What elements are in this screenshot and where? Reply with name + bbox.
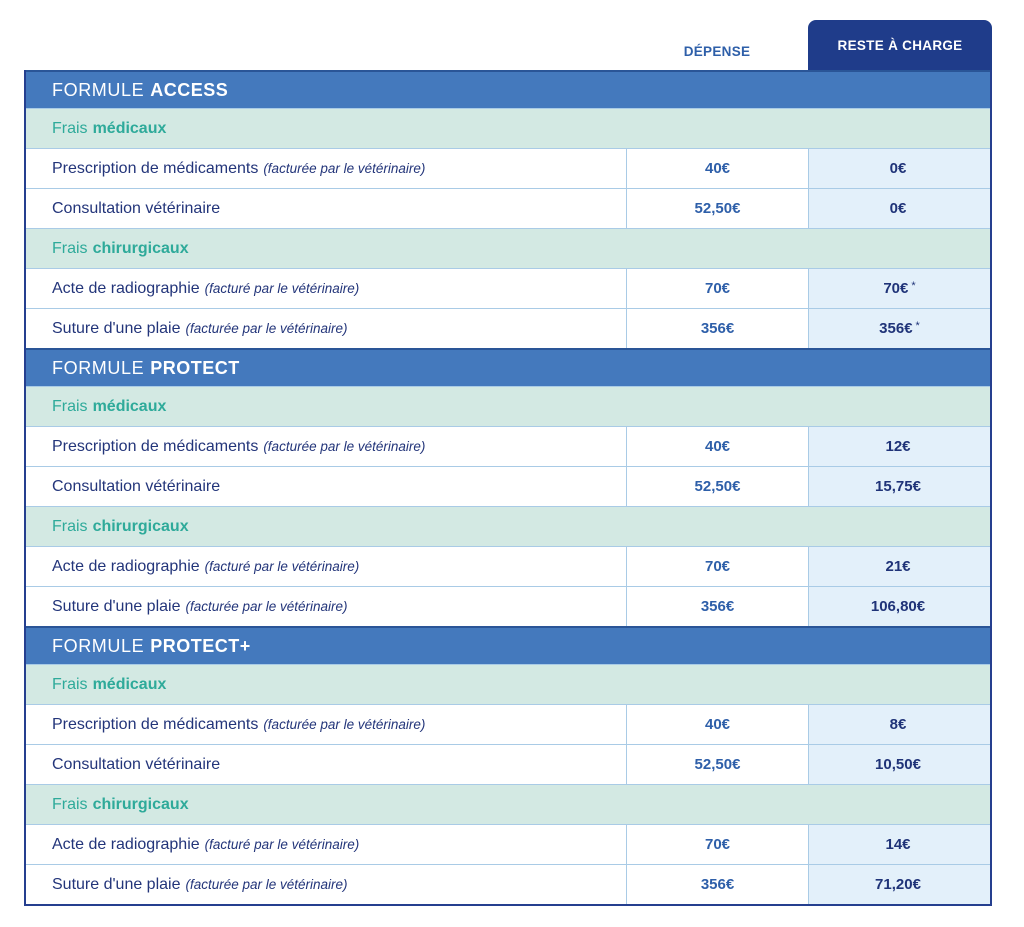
- frais-category: [26, 784, 990, 824]
- row-label-cell: [26, 269, 627, 308]
- row-label-cell: [26, 467, 627, 506]
- formule-header: [26, 70, 990, 108]
- row-label-cell: [26, 865, 627, 904]
- formule-name: ACCESS: [150, 79, 229, 100]
- row-note: (facturée par le vétérinaire): [185, 599, 348, 614]
- table-row: [26, 466, 990, 506]
- column-header-reste-a-charge: RESTE À CHARGE: [808, 20, 992, 70]
- depense-value: 70€: [627, 269, 809, 308]
- frais-prefix: Frais: [52, 239, 88, 257]
- frais-category: [26, 228, 990, 268]
- reste-a-charge-cell: [809, 189, 990, 228]
- row-note: (facturée par le vétérinaire): [263, 717, 426, 732]
- row-label-cell: [26, 705, 627, 744]
- table-row: [26, 744, 990, 784]
- depense-value: 52,50€: [627, 467, 809, 506]
- row-note: (facturée par le vétérinaire): [263, 439, 426, 454]
- reste-a-charge-cell: [809, 825, 990, 864]
- table-row: [26, 188, 990, 228]
- table-row: [26, 426, 990, 466]
- column-header-row: [24, 20, 992, 70]
- column-header-depense: DÉPENSE: [683, 43, 751, 59]
- row-label: Acte de radiographie: [52, 835, 200, 853]
- reste-a-charge-value: 8€: [889, 716, 907, 733]
- row-note: (facturée par le vétérinaire): [263, 161, 426, 176]
- depense-value: 70€: [627, 825, 809, 864]
- reste-a-charge-value: 12€: [885, 438, 911, 455]
- row-label: Acte de radiographie: [52, 279, 200, 297]
- row-label: Consultation vétérinaire: [52, 477, 221, 495]
- row-label: Consultation vétérinaire: [52, 199, 221, 217]
- row-note: (facturée par le vétérinaire): [185, 321, 348, 336]
- table-row: [26, 586, 990, 626]
- table-row: [26, 308, 990, 348]
- row-label: Prescription de médicaments: [52, 715, 259, 733]
- depense-value: 70€: [627, 547, 809, 586]
- reste-a-charge-cell: [809, 705, 990, 744]
- row-note: (facturé par le vétérinaire): [204, 837, 360, 852]
- reste-a-charge-cell: [809, 745, 990, 784]
- table-row: [26, 704, 990, 744]
- formule-name: PROTECT: [150, 357, 240, 378]
- frais-name: chirurgicaux: [92, 795, 189, 813]
- row-label-cell: [26, 149, 627, 188]
- frais-prefix: Frais: [52, 397, 88, 415]
- frais-name: médicaux: [92, 397, 167, 415]
- depense-value: 40€: [627, 427, 809, 466]
- reste-a-charge-cell: [809, 865, 990, 904]
- formule-prefix: FORMULE: [52, 357, 145, 378]
- table-row: [26, 864, 990, 904]
- row-label-cell: [26, 745, 627, 784]
- reste-a-charge-cell: [809, 547, 990, 586]
- formule-prefix: FORMULE: [52, 635, 145, 656]
- frais-category: [26, 506, 990, 546]
- reste-a-charge-value: 71,20€: [875, 876, 921, 893]
- row-label: Prescription de médicaments: [52, 159, 259, 177]
- pricing-table-wrapper: [24, 20, 992, 906]
- reste-a-charge-value: 0€: [889, 160, 907, 177]
- row-label: Prescription de médicaments: [52, 437, 259, 455]
- depense-value: 40€: [627, 705, 809, 744]
- reste-a-charge-cell: [809, 149, 990, 188]
- reste-a-charge-cell: [809, 467, 990, 506]
- formule-header: [26, 626, 990, 664]
- depense-value: 356€: [627, 309, 809, 348]
- reste-a-charge-cell: [809, 587, 990, 626]
- formule-prefix: FORMULE: [52, 79, 145, 100]
- reste-a-charge-value: 106,80€: [870, 598, 926, 615]
- frais-prefix: Frais: [52, 517, 88, 535]
- frais-prefix: Frais: [52, 675, 88, 693]
- row-note: (facturée par le vétérinaire): [185, 877, 348, 892]
- row-label: Suture d'une plaie: [52, 597, 181, 615]
- row-label-cell: [26, 189, 627, 228]
- table-row: [26, 268, 990, 308]
- reste-a-charge-value: 10,50€: [875, 756, 921, 773]
- reste-a-charge-cell: [809, 309, 990, 348]
- row-label-cell: [26, 427, 627, 466]
- table-row: [26, 824, 990, 864]
- row-note: (facturé par le vétérinaire): [204, 559, 360, 574]
- reste-a-charge-value: 356€: [879, 320, 913, 337]
- depense-value: 52,50€: [627, 745, 809, 784]
- row-label: Acte de radiographie: [52, 557, 200, 575]
- row-label: Suture d'une plaie: [52, 875, 181, 893]
- reste-a-charge-value: 21€: [885, 558, 911, 575]
- frais-name: chirurgicaux: [92, 239, 189, 257]
- row-label: Suture d'une plaie: [52, 319, 181, 337]
- frais-prefix: Frais: [52, 795, 88, 813]
- reste-a-charge-cell: [809, 427, 990, 466]
- frais-category: [26, 664, 990, 704]
- reste-a-charge-value: 15,75€: [875, 478, 921, 495]
- reste-a-charge-cell: [809, 269, 990, 308]
- row-label-cell: [26, 547, 627, 586]
- depense-value: 356€: [627, 587, 809, 626]
- frais-category: [26, 386, 990, 426]
- formule-name: PROTECT+: [150, 635, 251, 656]
- asterisk-mark: *: [915, 319, 920, 332]
- row-note: (facturé par le vétérinaire): [204, 281, 360, 296]
- row-label-cell: [26, 587, 627, 626]
- table-row: [26, 546, 990, 586]
- frais-name: médicaux: [92, 675, 167, 693]
- depense-value: 40€: [627, 149, 809, 188]
- row-label: Consultation vétérinaire: [52, 755, 221, 773]
- frais-name: chirurgicaux: [92, 517, 189, 535]
- reste-a-charge-value: 70€: [883, 280, 909, 297]
- formule-header: [26, 348, 990, 386]
- reste-a-charge-value: 14€: [885, 836, 911, 853]
- frais-prefix: Frais: [52, 119, 88, 137]
- row-label-cell: [26, 825, 627, 864]
- row-label-cell: [26, 309, 627, 348]
- table-row: [26, 148, 990, 188]
- depense-value: 356€: [627, 865, 809, 904]
- frais-category: [26, 108, 990, 148]
- frais-name: médicaux: [92, 119, 167, 137]
- reste-a-charge-value: 0€: [889, 200, 907, 217]
- depense-value: 52,50€: [627, 189, 809, 228]
- formules-table: [24, 70, 992, 906]
- asterisk-mark: *: [911, 279, 916, 292]
